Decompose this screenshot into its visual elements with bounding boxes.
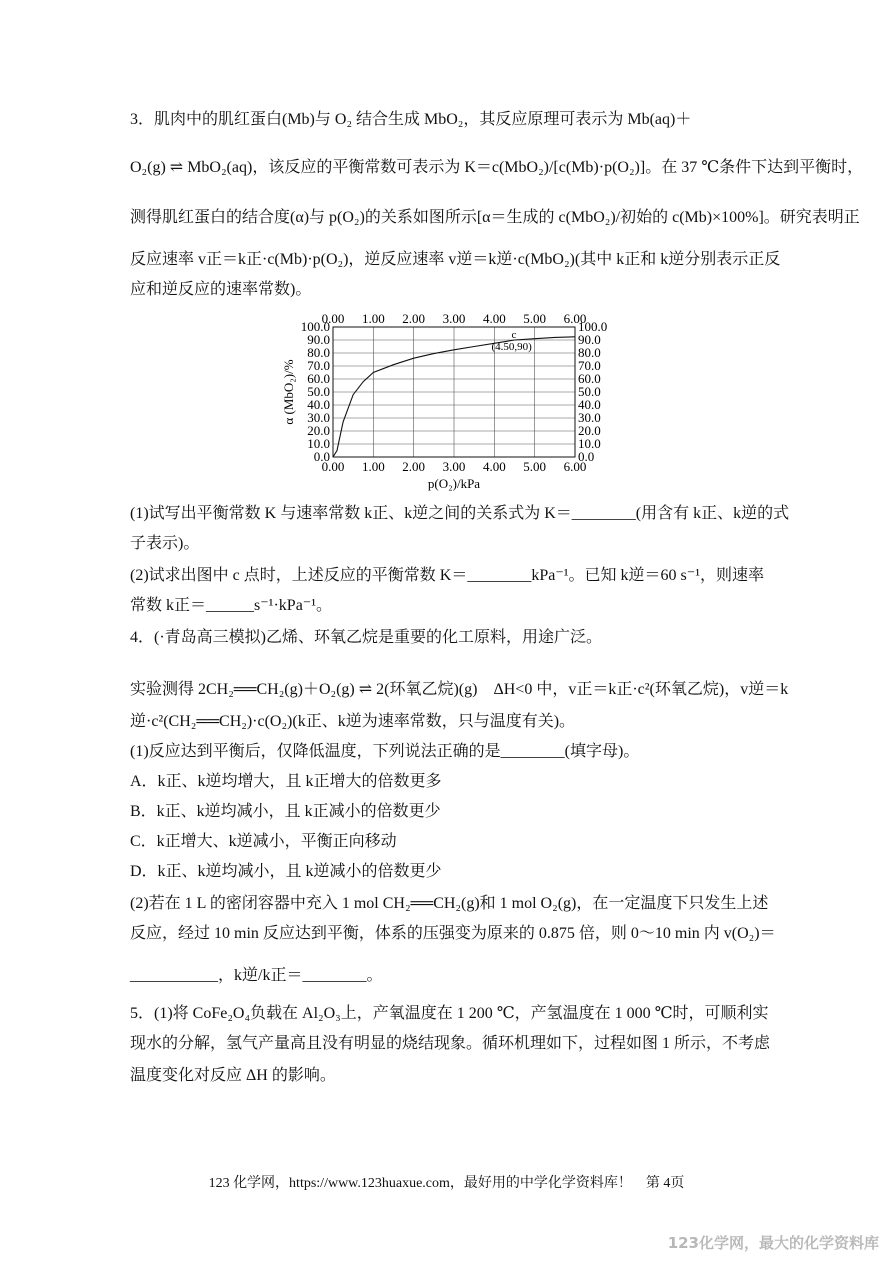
point-c-label: c [511, 329, 517, 341]
x-tick-label-bottom: 2.00 [402, 459, 426, 474]
y-tick-label-right: 0.0 [578, 449, 595, 464]
text-line: 现水的分解，氢气产量高且没有明显的烧结现象。循环机理如下，过程如图 1 所示，不考虑 [130, 1035, 771, 1052]
text-line: 反应，经过 10 min 反应达到平衡，体系的压强变为原来的 0.875 倍，则 0～10 min 内 v(O₂)＝ [130, 925, 776, 942]
y-tick-label-right: 40.0 [578, 397, 601, 412]
text-line: 应和逆反应的速率常数)。 [130, 281, 312, 298]
x-tick-label-top: 3.00 [442, 311, 466, 326]
y-tick-label-left: 70.0 [307, 358, 330, 373]
x-tick-label-bottom: 5.00 [523, 459, 547, 474]
x-tick-label-top: 1.00 [361, 311, 385, 326]
text-line: ___________，k逆/k正＝________。 [130, 967, 383, 984]
text-line: C．k正增大、k逆减小，平衡正向移动 [130, 833, 397, 850]
y-tick-label-left: 30.0 [307, 410, 330, 425]
y-tick-label-right: 70.0 [578, 358, 601, 373]
y-tick-label-left: 0.0 [313, 449, 330, 464]
x-tick-label-top: 2.00 [402, 311, 426, 326]
y-tick-label-left: 10.0 [307, 436, 330, 451]
x-tick-label-bottom: 1.00 [361, 459, 385, 474]
y-tick-label-right: 20.0 [578, 423, 601, 438]
text-line: 测得肌红蛋白的结合度(α)与 p(O₂)的关系如图所示[α＝生成的 c(MbO₂)/初始的 c(Mb)×100%]。研究表明正 [130, 209, 860, 226]
y-tick-label-right: 80.0 [578, 345, 601, 360]
y-axis-label: α (MbO₂)/% [281, 359, 296, 425]
text-line: O₂(g) ⇌ MbO₂(aq)，该反应的平衡常数可表示为 K＝c(MbO₂)/[c(Mb)·p(O₂)]。在 37 ℃条件下达到平衡时， [130, 159, 864, 176]
x-tick-label-top: 5.00 [523, 311, 547, 326]
text-line: (2)若在 1 L 的密闭容器中充入 1 mol CH₂══CH₂(g)和 1 mol O₂(g)，在一定温度下只发生上述 [130, 895, 769, 912]
y-tick-label-left: 20.0 [307, 423, 330, 438]
x-tick-label-top: 6.00 [563, 311, 587, 326]
text-line: 5．(1)将 CoFe₂O₄负载在 Al₂O₃上，产氧温度在 1 200 ℃，产氢温度在 1 000 ℃时，可顺利实 [130, 1005, 769, 1022]
text-line: A．k正、k逆均增大，且 k正增大的倍数更多 [130, 773, 442, 790]
y-tick-label-left: 50.0 [307, 384, 330, 399]
watermark: 123化学网，最大的化学资料库 [667, 1234, 879, 1252]
point-c-annotation: (4.50,90) [491, 341, 532, 353]
text-line: 反应速率 v正＝k正·c(Mb)·p(O₂)，逆反应速率 v逆＝k逆·c(MbO₂)(其中 k正和 k逆分别表示正反 [130, 251, 781, 268]
x-tick-label-bottom: 3.00 [442, 459, 466, 474]
y-tick-label-right: 90.0 [578, 332, 601, 347]
chart-ticks [301, 311, 608, 474]
text-line: (1)试写出平衡常数 K 与速率常数 k正、k逆之间的关系式为 K＝________(用含有 k正、k逆的式 [130, 505, 790, 522]
y-tick-label-right: 10.0 [578, 436, 601, 451]
y-tick-label-right: 30.0 [578, 410, 601, 425]
text-line: 逆·c²(CH₂══CH₂)·c(O₂)(k正、k逆为速率常数，只与温度有关)。 [130, 713, 576, 730]
x-tick-label-top: 0.00 [321, 311, 345, 326]
x-tick-label-bottom: 4.00 [482, 459, 506, 474]
y-tick-label-right: 50.0 [578, 384, 601, 399]
y-tick-label-left: 90.0 [307, 332, 330, 347]
page-footer: 123 化学网，https://www.123huaxue.com，最好用的中学化学资料库！ 第 4页 [208, 1176, 685, 1191]
text-line: 3．肌肉中的肌红蛋白(Mb)与 O₂ 结合生成 MbO₂，其反应原理可表示为 Mb(aq)＋ [130, 111, 692, 128]
series-line [333, 337, 575, 457]
y-tick-label-right: 60.0 [578, 371, 601, 386]
x-tick-label-top: 4.00 [482, 311, 506, 326]
text-line: 温度变化对反应 ΔH 的影响。 [130, 1067, 336, 1084]
y-tick-label-left: 60.0 [307, 371, 330, 386]
text-line: B．k正、k逆均减小，且 k正减小的倍数更少 [130, 803, 441, 820]
text-line: 子表示)。 [130, 535, 200, 552]
text-line: 实验测得 2CH₂══CH₂(g)＋O₂(g) ⇌ 2(环氧乙烷)(g) ΔH<0 中，v正＝k正·c²(环氧乙烷)，v逆＝k [130, 681, 789, 698]
x-tick-label-bottom: 6.00 [563, 459, 587, 474]
y-tick-label-left: 100.0 [300, 319, 330, 334]
plot-frame [333, 327, 575, 457]
y-tick-label-right: 100.0 [578, 319, 608, 334]
text-line: 常数 k正＝______s⁻¹·kPa⁻¹。 [130, 597, 333, 614]
text-line: 4．(·青岛高三模拟)乙烯、环氧乙烷是重要的化工原料，用途广泛。 [130, 629, 602, 646]
y-tick-label-left: 40.0 [307, 397, 330, 412]
text-line: (1)反应达到平衡后，仅降低温度，下列说法正确的是________(填字母)。 [130, 743, 640, 760]
y-tick-label-left: 80.0 [307, 345, 330, 360]
text-line: (2)试求出图中 c 点时，上述反应的平衡常数 K＝________kPa⁻¹。已知 k逆＝60 s⁻¹，则速率 [130, 567, 765, 584]
x-tick-label-bottom: 0.00 [321, 459, 345, 474]
x-axis-label: p(O₂)/kPa [427, 476, 481, 491]
text-line: D．k正、k逆均减小，且 k逆减小的倍数更少 [130, 863, 442, 880]
chart-grid [333, 327, 575, 457]
